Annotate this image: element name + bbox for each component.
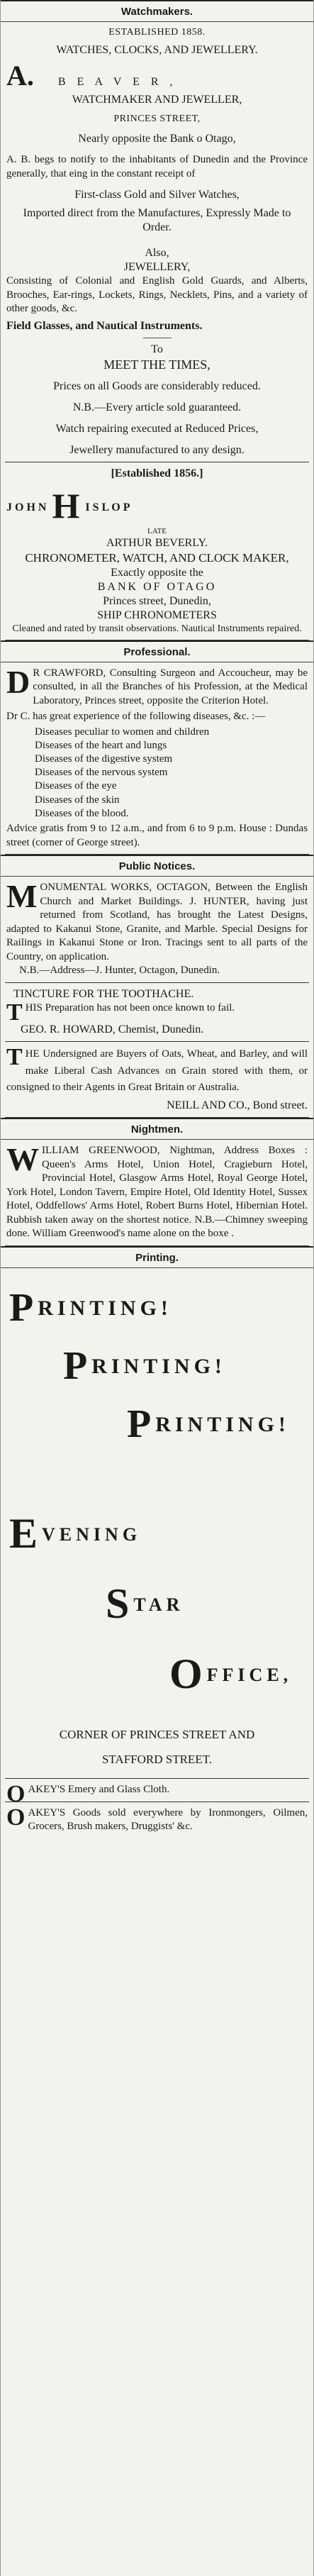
beaver-initial: A. [6, 59, 34, 91]
crawford-advice: Advice gratis from 9 to 12 a.m., and from 6 to 9 p.m. House : Dundas street (corner of George street). [6, 823, 308, 848]
tincture-dropcap: T [6, 999, 23, 1026]
beaver-location: Nearly opposite the Bank o Otago, [78, 133, 236, 145]
greenwood-dropcap: W [6, 1141, 39, 1178]
crawford-note: Dr C. has great experience of the following diseases, &c. :— [6, 711, 266, 723]
beaver-nb: N.B.—Every article sold guaranteed. [72, 401, 242, 413]
disease-list [35, 726, 308, 821]
beaver-banner: WATCHES, CLOCKS, AND JEWELLERY. [56, 43, 258, 56]
crawford-advert [5, 662, 309, 855]
beaver-name: B E A V E R , [57, 75, 177, 88]
star-line [106, 1580, 308, 1628]
hislop-ship: SHIP CHRONOMETERS [97, 609, 217, 621]
monumental-advert [5, 877, 309, 983]
beaver-jewellery: JEWELLERY, [123, 261, 191, 273]
star-cap: S [106, 1580, 134, 1627]
beaver-advert [5, 22, 309, 462]
monumental-dropcap: M [6, 878, 38, 915]
tincture-title: TINCTURE FOR THE TOOTHACHE. [13, 987, 194, 1000]
crawford-dropcap: D [6, 663, 30, 700]
oakey-goods-advert [5, 1802, 309, 1838]
beaver-title: WATCHMAKER AND JEWELLER, [72, 93, 242, 106]
section-heading-nightmen: Nightmen. [1, 1118, 313, 1140]
printing-line-2 [63, 1343, 308, 1389]
monumental-body: ONUMENTAL WORKS, OCTAGON, Between the English Church and Market Buildings. J. HUNTER, having just returned from Scotland, has brought the Latest Designs, adapted to Kakanui Stone, Granite, and Marble. Special Designs for Railings in Kakanui Stone or Iron. Tracings sent to all parts of the Country, on application. [6, 882, 308, 962]
section-heading-watchmakers: Watchmakers. [1, 0, 313, 22]
beaver-intro: A. B. begs to notify to the inhabitants of Dunedin and the Province generally, that eing in the constant receipt of [6, 154, 308, 179]
beaver-to: To [151, 343, 163, 355]
section-heading-professional: Professional. [1, 640, 313, 662]
beaver-imported: Imported direct from the Manufactures, Expressly Made to Order. [23, 207, 291, 233]
neill-advert [5, 1042, 309, 1118]
printing-cap: P [63, 1343, 92, 1388]
hislop-former: ARTHUR BEVERLY. [106, 537, 208, 550]
printing-corner: CORNER OF PRINCES STREET AND [59, 1727, 255, 1741]
beaver-meet: MEET THE TIMES, [103, 357, 211, 372]
printing-cap: P [9, 1285, 38, 1330]
beaver-prices: Prices on all Goods are considerably reduced. [53, 380, 261, 392]
printing-stafford: STAFFORD STREET. [101, 1752, 213, 1766]
office-cap: O [169, 1650, 207, 1697]
list-item: Diseases peculiar to women and children [35, 726, 210, 738]
evening-word: VENING [42, 1523, 142, 1545]
hislop-cleaned: Cleaned and rated by transit observations. Nautical Instruments repaired. [12, 623, 302, 634]
list-item: Diseases of the digestive system [35, 753, 173, 765]
office-line [169, 1650, 308, 1699]
neill-dropcap: T [6, 1044, 23, 1071]
beaver-consisting: Consisting of Colonial and English Gold Guards, and Alberts, Brooches, Ear-rings, Lockets, Rings, Necklets, Pins, and a variety of other goods, &c. [6, 275, 308, 314]
printing-word: RINTING! [91, 1354, 226, 1378]
hislop-name-rest: I S L O P [85, 501, 130, 513]
printing-word: RINTING! [155, 1412, 290, 1436]
printing-line-3 [127, 1401, 308, 1447]
hislop-advert [5, 462, 309, 640]
list-item: Diseases of the eye [35, 780, 117, 792]
beaver-field: Field Glasses, and Nautical Instruments. [6, 319, 203, 332]
tincture-body: HIS Preparation has not been once known to fail. [25, 1001, 235, 1014]
evening-cap: E [9, 1509, 43, 1557]
hislop-name-cap: H [52, 486, 80, 526]
section-heading-printing: Printing. [1, 1246, 313, 1268]
oakey-goods-line: AKEY'S Goods sold everywhere by Ironmongers, Oilmen, Grocers, Brush makers, Druggists' &c. [28, 1806, 308, 1833]
oakey-dropcap: O [6, 1781, 26, 1808]
hislop-address: Princes street, Dunedin, [103, 594, 211, 607]
hislop-established: [Established 1856.] [111, 467, 203, 479]
neill-body: HE Undersigned are Buyers of Oats, Wheat, and Barley, and will make Liberal Cash Advances on Grain stored with them, or consigned to their Agents in Great Britain or Australia. [6, 1048, 308, 1093]
greenwood-body: ILLIAM GREENWOOD, Nightman, Address Boxes : Queen's Arms Hotel, Union Hotel, Cragieburn Hotel, Provincial Hotel, Glasgow Arms Hotel, Royal George Hotel, York Hotel, London Tavern, Empire Hotel, Old Identity Hotel, Sussex Hotel, Oddfellows' Arms Hotel, Robert Burns Hotel, Hibernian Hotel. Rubbish taken away on the shortest notice. N.B.—Chimney sweeping done. William Greenwood's name alone on the boxe . [6, 1145, 308, 1240]
hislop-trade: CHRONOMETER, WATCH, AND CLOCK MAKER, [25, 551, 289, 565]
evening-line [9, 1509, 308, 1558]
beaver-also: Also, [145, 247, 169, 259]
beaver-established: ESTABLISHED 1858. [108, 27, 206, 38]
tincture-by: GEO. R. HOWARD, Chemist, Dunedin. [21, 1023, 204, 1036]
hislop-exactly: Exactly opposite the [111, 566, 203, 579]
list-item: Diseases of the heart and lungs [35, 739, 167, 751]
office-word: FFICE, [206, 1664, 293, 1685]
hislop-name-first: J O H N [6, 501, 47, 513]
section-heading-public-notices: Public Notices. [1, 855, 313, 877]
list-item: Diseases of the nervous system [35, 767, 168, 779]
printing-word: RINTING! [38, 1296, 172, 1320]
beaver-jewmfg: Jewellery manufactured to any design. [69, 444, 245, 456]
printing-advert [5, 1268, 309, 1780]
printing-line-1 [9, 1285, 308, 1331]
beaver-street: PRINCES STREET, [113, 113, 201, 124]
beaver-repair: Watch repairing executed at Reduced Prices, [55, 423, 259, 435]
neill-sign: NEILL AND CO., Bond street. [167, 1099, 308, 1112]
beaver-goods: First-class Gold and Silver Watches, [74, 189, 240, 201]
list-item: Diseases of the blood. [35, 807, 129, 819]
crawford-body: R CRAWFORD, Consulting Surgeon and Accoucheur, may be consulted, in all the Branches of his Profession, at the Medical Laboratory, Princes street, opposite the Criterion Hotel. [33, 667, 308, 706]
hislop-bank: BANK OF OTAGO [97, 580, 217, 593]
oakey-emery-line: AKEY'S Emery and Glass Cloth. [28, 1784, 170, 1796]
star-word: TAR [133, 1594, 184, 1615]
tincture-advert [5, 983, 309, 1043]
greenwood-advert [5, 1140, 309, 1246]
oakey-dropcap: O [6, 1804, 26, 1831]
oakey-emery-advert [5, 1779, 309, 1808]
list-item: Diseases of the skin [35, 794, 120, 806]
printing-cap: P [127, 1401, 156, 1446]
hislop-late: LATE [147, 527, 167, 535]
monumental-nb: N.B.—Address—J. Hunter, Octagon, Dunedin. [19, 965, 220, 977]
